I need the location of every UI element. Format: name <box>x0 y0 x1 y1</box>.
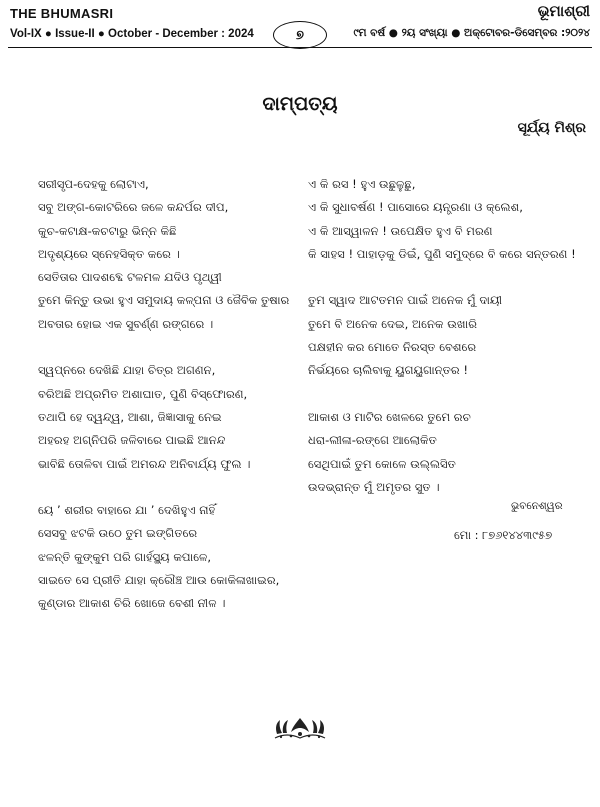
poem-line: କି ସାହସ ! ପାହାଡ଼କୁ ଡିଇଁ, ପୁଣି ସମୁଦ୍ରେ ବି କରେ ସନ୍ତରଣ ! <box>308 246 576 261</box>
poem-line: କୁଣ୍ଡାର ଆକାଶ ଚିରି ଖୋଜେ ବେଶୀ ନୀଳ । <box>38 596 226 611</box>
poem-line: ଏ କି ରସ ! ହୁଏ ଉଛୁଳୁଛୁ, <box>308 177 416 191</box>
poem-line: ଝଳନ୍ତି କୁଙ୍କୁମ ପରି ଗାର୍ହସ୍ଥ୍ୟ କପାଳେ, <box>38 549 212 564</box>
author-place: ଭୁବନେଶ୍ୱର <box>511 500 563 512</box>
poem-column-left <box>38 173 289 639</box>
poem-line: ତୁମେ କିନ୍ତୁ ଉଭା ହୁଏ ସମୁଦାୟ କଳ୍ପନା ଓ ଜୈବିକ ତୁଷାର <box>38 293 290 308</box>
poem-line: ଭାବିଛି ତୋଳିବା ପାଇଁ ଅମରନ୍ଦ ଅନିବାର୍ଯ୍ୟ ଫୁଲ । <box>38 456 251 471</box>
poem-line: ସାଇତେ ସେ ପ୍ରୀତି ଯାହା କ୍ରୌଞ୍ଚ ଆଉ କୋକିଳାଖାଇର, <box>38 573 280 588</box>
page-number: ୭ <box>296 27 304 43</box>
flourish-ornament-icon <box>269 712 331 742</box>
issue-line-odia: ୯ମ ବର୍ଷ ● ୨ୟ ସଂଖ୍ୟା ● ଅକ୍ଟୋବର-ଡିସେମ୍ବର :୨୦୨୪ <box>353 27 590 39</box>
poem-line: ସେତିତାର ପାଦଶବ୍ଦେ ଟଳମଳ ଯଦିଓ ପୃଥ୍ୱୀ <box>38 270 222 285</box>
poem-line: ଅଦୃଶ୍ୟରେ ସ୍ନେହସିକ୍ତ କରେ । <box>38 246 180 261</box>
poem-line: ୟେ ’ ଶରୀର ବାହାରେ ଯା ’ ଦେଖିହୁଏ ନାହିଁ <box>38 503 216 518</box>
poem-line: ଅବତାର ହୋଇ ଏକ ସୁବର୍ଣ୍ଣ ରଙ୍ଗରେ । <box>38 316 214 331</box>
poem-line: ଉଦଭ୍ରାନ୍ତ ମୁଁ ଅମୃତର ସୁତ । <box>308 479 440 494</box>
publication-name-english: THE BHUMASRI <box>10 6 114 21</box>
poem-line: ତୁମେ ବି ଅନେକ ଦେଇ, ଅନେକ ଉଖାରି <box>308 316 477 331</box>
volume-issue-line: Vol-IX ● Issue-II ● October - December : 2024 <box>10 28 254 40</box>
poem-line: ଆକାଶ ଓ ମାଟିର ଖେଳରେ ତୁମେ ରଚ <box>308 409 471 424</box>
poem-line: ତଥାପି ହେ ଦ୍ୱନ୍ଦ୍ୱ, ଆଶା, ଜିଜ୍ଞାସାକୁ ନେଇ <box>38 409 222 424</box>
poem-title: ଦାମ୍ପତ୍ୟ <box>262 93 338 115</box>
poem-line: ଏ କି ସୁଧାବର୍ଷଣ ! ପାସୋରେ ୟନ୍ତ୍ରଣା ଓ କ୍ଲେଶ, <box>308 200 523 215</box>
author-mobile: ମୋ : ୮୭୬୧୪୪୩୯୫୭ <box>454 528 553 542</box>
poem-line: କୁଚ-କଟାକ୍ଷ-କଚଟାରୁ ଭିନ୍ନ କିଛି <box>38 223 177 238</box>
poem-line: ନିର୍ଭୟରେ ଚାଲିବାକୁ ୟୁଗୟୁଗାନ୍ତର ! <box>308 363 469 378</box>
poem-line: ସେଥିପାଇଁ ତୁମ କୋଳେ ଉଲ୍ଲସିତ <box>308 456 456 471</box>
publication-name-odia: ଭୂମାଶ୍ରୀ <box>537 2 590 20</box>
stanza <box>38 359 289 475</box>
poem-line: ସ୍ୱପ୍ନରେ ଦେଖିଛି ଯାହା ଚିତ୍ର ଅଗଣନ, <box>38 363 216 378</box>
poem-line: ବରିଅଛି ଅପ୍ରମିତ ଅଶାଘାତ, ପୁଣି ବିସ୍ଫୋରଣ, <box>38 386 248 401</box>
stanza <box>308 173 576 266</box>
poem-line: ପକ୍ଷହୀନ କର ମୋତେ ନିରସ୍ତ ବେଶରେ <box>308 340 477 355</box>
header-divider <box>8 47 592 48</box>
poem-line: ସେସବୁ ଝଟକି ଉଠେ ତୁମ ଇଙ୍ଗିତରେ <box>38 526 198 541</box>
stanza <box>308 406 576 499</box>
page-number-oval <box>273 21 327 49</box>
stanza <box>38 173 289 336</box>
poem-line: ତୁମ ସ୍ୱାଦ ଆଟତମନ ପାଇଁ ଅନେକ ମୁଁ ଦାୟୀ <box>308 293 503 308</box>
poem-line: ଅହରହ ଅଗ୍ନିପରି ଜଳିବାରେ ପାଇଛି ଆନନ୍ଦ <box>38 433 226 448</box>
poem-line: ଏ କି ଆସ୍ୱାଳନ ! ଉପେକ୍ଷିତ ହୁଏ ବି ମରଣ <box>308 223 493 238</box>
page-header <box>0 0 600 60</box>
poem-author: ସୂର୍ଯ୍ୟ ମିଶ୍ର <box>517 120 586 136</box>
poem-line: ସରୀସୃପ-ଦେହକୁ ଲୋଟାଏ, <box>38 177 149 191</box>
stanza <box>308 289 576 382</box>
poem-line: ଧରା-ଲୀଳା-ରଙ୍ଗେ ଆଲୋକିତ <box>308 433 437 448</box>
poem-column-right <box>308 173 576 522</box>
stanza <box>38 499 289 615</box>
poem-line: ସବୁ ଅଙ୍ଗ-କୋଟରିରେ ଜଳେ କନ୍ଦର୍ପର ଦୀପ, <box>38 200 229 215</box>
